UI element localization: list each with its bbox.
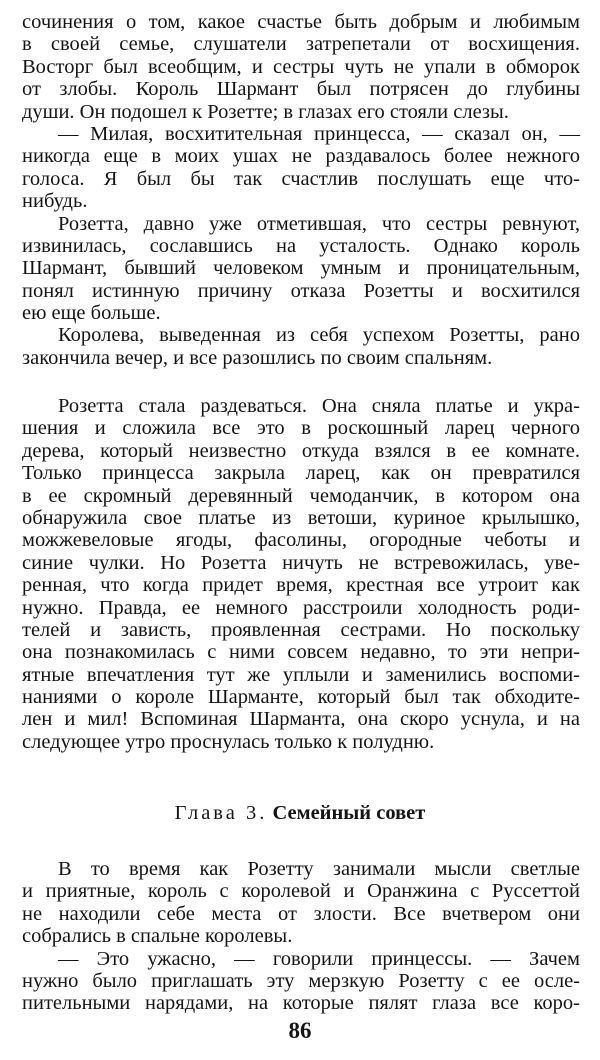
text-block-3: [22, 858, 580, 1015]
text-line: — Милая, восхитительная принцесса, — сказал он, —: [58, 122, 580, 145]
text-line: нужно было приглашать эту мерзкую Розетту с ее осле-: [22, 969, 580, 992]
text-line: души. Он подошел к Розетте; в глазах его стояли слезы.: [22, 100, 509, 123]
text-line: можжевеловые ягоды, фасолины, огородные чеботы и: [22, 529, 580, 552]
text-line: Шармант, бывший человеком умным и проницательным,: [22, 257, 580, 280]
paragraph: [22, 324, 580, 369]
text-line: не находили себе места от злости. Все вчетвером они: [22, 902, 580, 925]
text-block-1: [22, 11, 580, 369]
paragraph: [22, 123, 580, 213]
paragraph: [22, 395, 580, 753]
text-line: телей и зависть, проявленная сестрами. Но поскольку: [22, 618, 580, 641]
text-line: синие чулки. Но Розетта ничуть не встревожилась, уве-: [22, 551, 580, 574]
paragraph: [22, 213, 580, 325]
chapter-heading: [0, 802, 600, 825]
text-line: дерева, который неизвестно откуда взялся в ее комнате.: [22, 439, 580, 462]
paragraph: [22, 11, 580, 123]
text-line: от злобы. Король Шармант был потрясен до глубины: [22, 78, 580, 101]
text-line: извинилась, сославшись на усталость. Однако король: [22, 234, 580, 257]
text-line: Королева, выведенная из себя успехом Розетты, рано: [58, 324, 580, 347]
text-line: и приятные, король с королевой и Оранжина с Руссеттой: [22, 880, 580, 903]
text-line: — Это ужасно, — говорили принцессы. — Зачем: [58, 947, 580, 970]
text-line: она познакомилась с ними совсем недавно, то эти непри-: [22, 641, 580, 664]
text-line: пительными нарядами, на которые пялят глаза все коро-: [22, 992, 580, 1015]
text-line: лен и мил! Вспоминая Шарманта, она скоро уснула, и на: [22, 708, 580, 731]
text-line: В то время как Розетту занимали мысли светлые: [58, 858, 580, 880]
text-line: в своей семье, слушатели затрепетали от восхищения.: [22, 33, 580, 56]
text-line: голоса. Я был бы так счастлив послушать еще что-: [22, 167, 580, 190]
text-line: в ее скромный деревянный чемоданчик, в котором она: [22, 484, 580, 507]
text-line: собрались в спальне королевы.: [22, 925, 293, 948]
text-line: нибудь.: [22, 190, 88, 213]
text-line: наниями о короле Шарманте, который был так обходите-: [22, 686, 580, 709]
text-line: Розетта стала раздеваться. Она сняла платье и укра-: [58, 395, 580, 417]
text-line: Только принцесса закрыла ларец, как он превратился: [22, 462, 580, 485]
paragraph: [22, 858, 580, 948]
chapter-label: Глава 3.: [174, 802, 268, 824]
text-line: нужно. Правда, ее немного расстроили холодность роди-: [22, 596, 580, 619]
text-line: Розетта, давно уже отметившая, что сестры ревнуют,: [58, 212, 580, 235]
paragraph: [22, 948, 580, 1015]
text-line: никогда еще в моих ушах не раздавалось более нежного: [22, 145, 580, 168]
text-line: закончила вечер, и все разошлись по своим спальням.: [22, 346, 493, 369]
page-number: 86: [288, 1018, 312, 1043]
text-line: шения и сложила все это в роскошный ларец черного: [22, 417, 580, 440]
text-line: понял истинную причину отказа Розетты и восхитился: [22, 279, 580, 302]
text-block-2: [22, 395, 580, 753]
chapter-title: Семейный совет: [272, 802, 426, 824]
text-line: ею еще больше.: [22, 302, 161, 325]
text-line: ятные впечатления тут же уплыли и заменились воспоми-: [22, 663, 580, 686]
text-line: следующее утро проснулась только к полудню.: [22, 730, 435, 753]
text-line: Восторг был всеобщим, и сестры чуть не упали в обморок: [22, 55, 580, 78]
text-line: сочинения о том, какое счастье быть добрым и любимым: [22, 11, 580, 33]
text-line: обнаружила свое платье из ветоши, куриное крылышко,: [22, 506, 580, 529]
text-line: ренная, что когда придет время, крестная все утроит как: [22, 574, 580, 597]
